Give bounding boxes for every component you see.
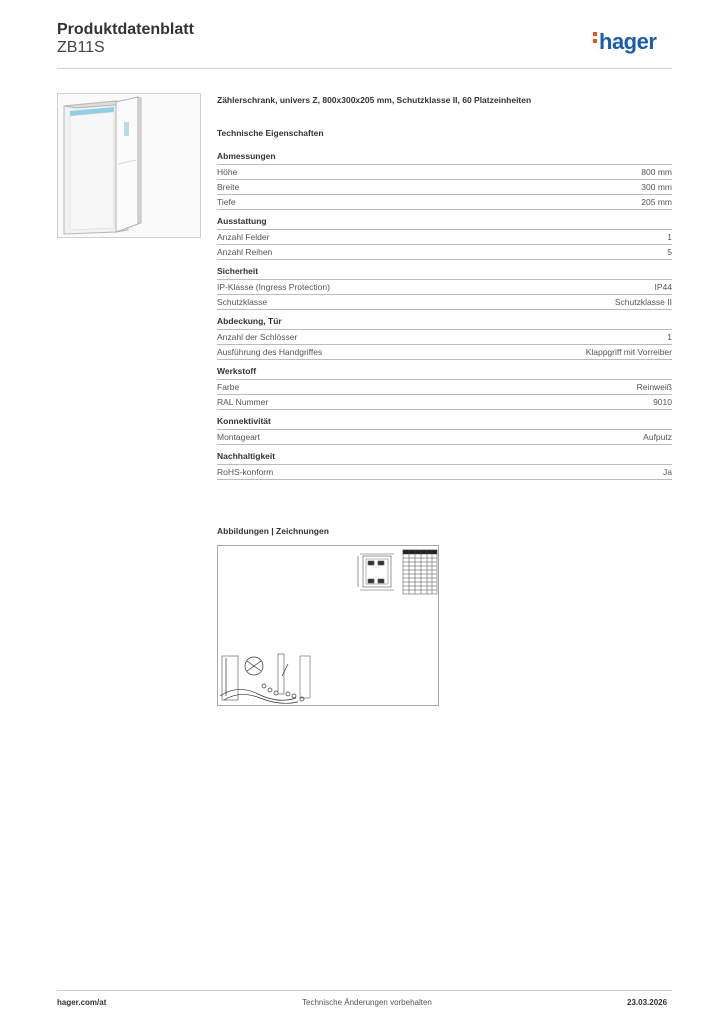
footer-website: hager.com/at (57, 998, 107, 1007)
property-row (217, 295, 672, 310)
property-value: 205 mm (641, 197, 672, 207)
section-title: Ausstattung (217, 216, 672, 230)
product-details (217, 95, 672, 486)
property-section (217, 216, 672, 260)
property-value: Ja (663, 467, 672, 477)
property-value: 1 (667, 232, 672, 242)
property-value: 1 (667, 332, 672, 342)
logo-dots-icon (593, 32, 597, 46)
product-code: ZB11S (57, 39, 105, 56)
property-row (217, 165, 672, 180)
property-value: Schutzklasse II (614, 297, 672, 307)
product-image (57, 93, 201, 238)
property-label: Höhe (217, 167, 238, 177)
property-section (217, 266, 672, 310)
property-value: Klappgriff mit Vorreiber (585, 347, 672, 357)
property-value: Reinweiß (636, 382, 672, 392)
property-label: Anzahl Reihen (217, 247, 273, 257)
specs-table-drawing (403, 550, 437, 594)
property-row (217, 330, 672, 345)
properties-list (217, 151, 672, 480)
property-value: 9010 (653, 397, 672, 407)
section-title: Sicherheit (217, 266, 672, 280)
property-label: Anzahl Felder (217, 232, 270, 242)
property-row (217, 280, 672, 295)
product-description: Zählerschrank, univers Z, 800x300x205 mm, Schutzklasse II, 60 Platzeinheiten (217, 95, 532, 105)
section-title: Nachhaltigkeit (217, 451, 672, 465)
property-section (217, 416, 672, 445)
property-label: RAL Nummer (217, 397, 269, 407)
footer-disclaimer: Technische Änderungen vorbehalten (302, 998, 432, 1007)
technical-drawings (218, 546, 438, 705)
property-label: RoHS-konform (217, 467, 274, 477)
section-title: Abdeckung, Tür (217, 316, 672, 330)
property-row (217, 380, 672, 395)
property-value: 300 mm (641, 182, 672, 192)
section-title: Werkstoff (217, 366, 672, 380)
property-row (217, 430, 672, 445)
hager-logo (593, 29, 656, 55)
property-row (217, 465, 672, 480)
footer-divider (57, 990, 672, 991)
logo-text: hager (599, 29, 657, 54)
property-value: Aufputz (643, 432, 672, 442)
property-row (217, 195, 672, 210)
property-value: 800 mm (641, 167, 672, 177)
footer-date: 23.03.2026 (627, 998, 668, 1007)
property-label: Farbe (217, 382, 240, 392)
header-divider (57, 68, 672, 69)
property-section (217, 366, 672, 410)
property-label: Schutzklasse (217, 297, 268, 307)
page-title: Produktdatenblatt (57, 21, 194, 38)
property-value: IP44 (654, 282, 672, 292)
section-title: Konnektivität (217, 416, 672, 430)
property-label: IP-Klasse (Ingress Protection) (217, 282, 330, 292)
drawings-panel (217, 545, 439, 706)
property-label: Breite (217, 182, 240, 192)
property-row (217, 245, 672, 260)
property-value: 5 (667, 247, 672, 257)
property-row (217, 345, 672, 360)
dimension-drawing (358, 554, 394, 590)
tech-properties-heading: Technische Eigenschaften (217, 128, 324, 138)
property-label: Ausführung des Handgriffes (217, 347, 323, 357)
property-section (217, 316, 672, 360)
property-label: Anzahl der Schlösser (217, 332, 298, 342)
property-row (217, 230, 672, 245)
section-title: Abmessungen (217, 151, 672, 165)
property-label: Tiefe (217, 197, 236, 207)
property-label: Montageart (217, 432, 260, 442)
property-row (217, 395, 672, 410)
property-section (217, 151, 672, 210)
cabinet-illustration (58, 94, 200, 237)
drawings-heading: Abbildungen | Zeichnungen (217, 526, 329, 536)
property-section (217, 451, 672, 480)
installation-sketch (220, 654, 310, 703)
property-row (217, 180, 672, 195)
